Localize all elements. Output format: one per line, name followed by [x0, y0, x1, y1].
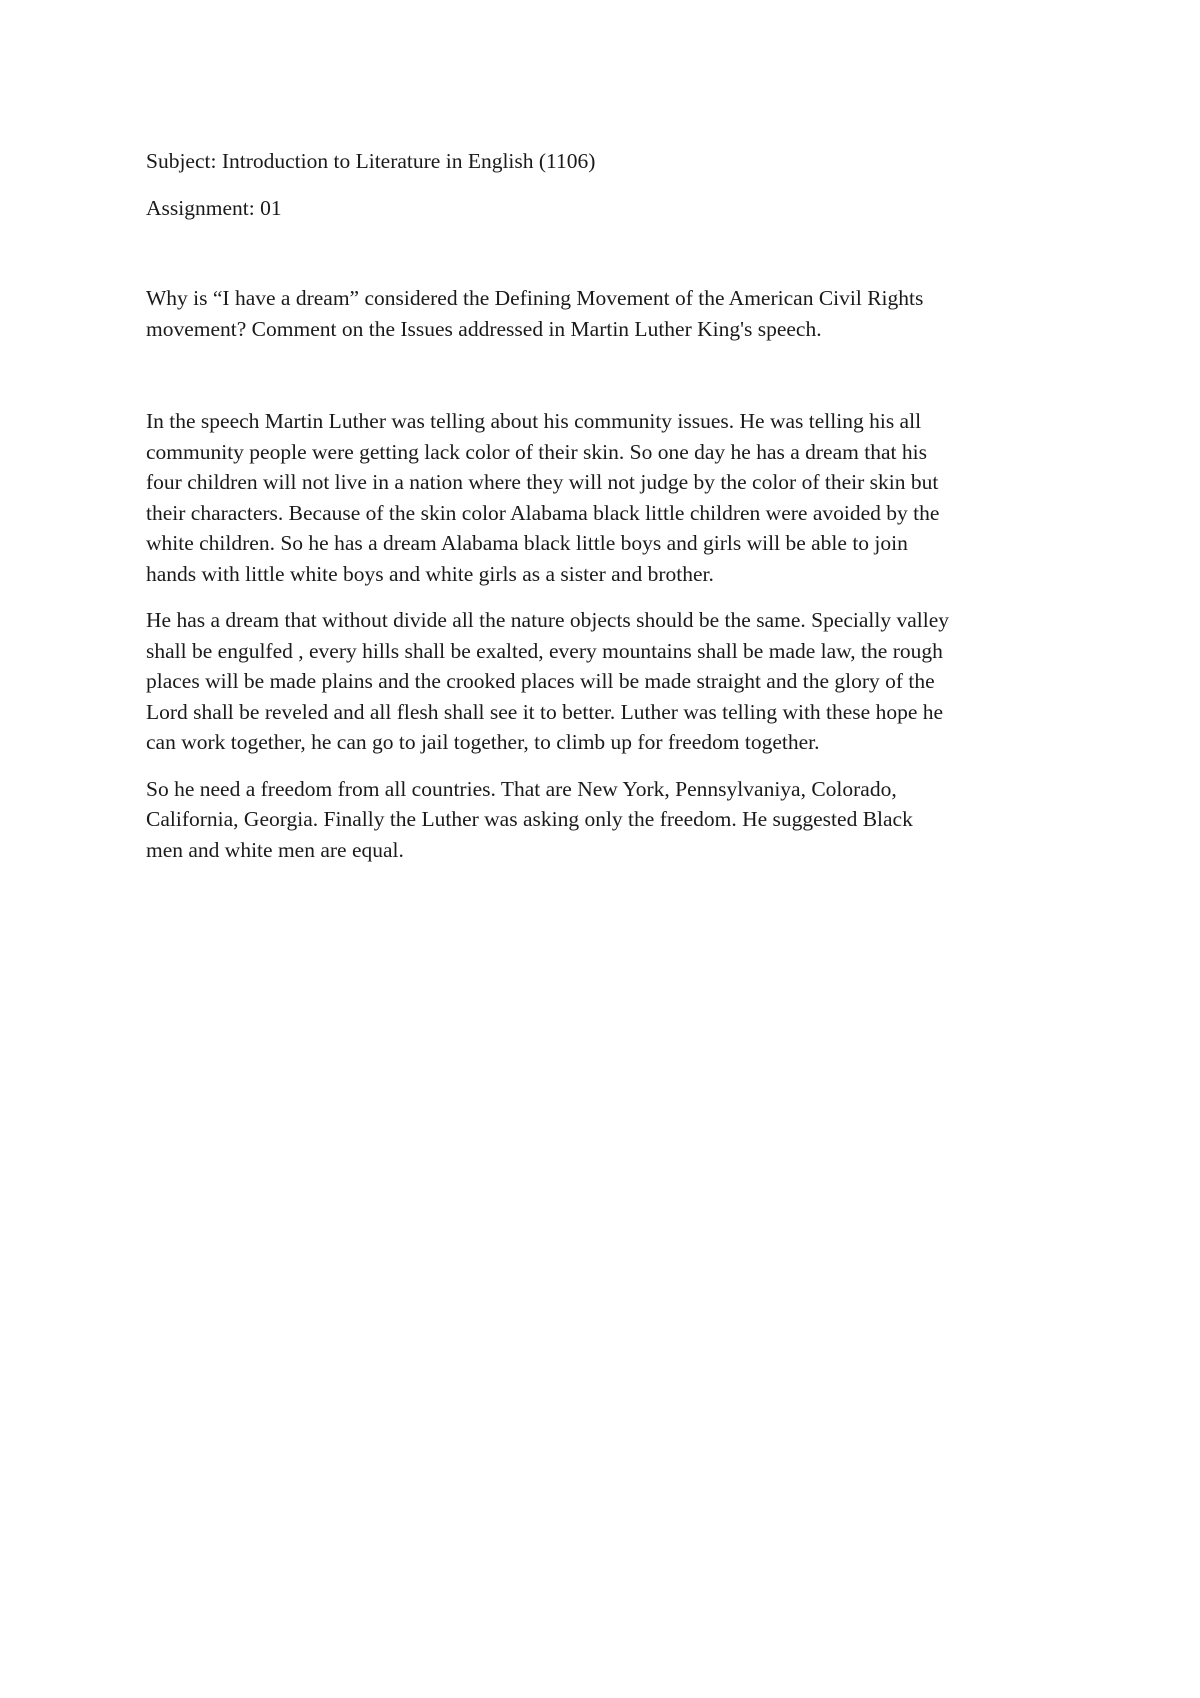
- answer-paragraph-2: He has a dream that without divide all the nature objects should be the same. Specially valley shall be engulfed , every hills shall be exalted, every mountains shall be made law, the rough places will be made plains and the crooked places will be made straight and the glory of the Lord shall be reveled and all flesh shall see it to better. Luther was telling with these hope he can work together, he can go to jail together, to climb up for freedom together.: [146, 608, 950, 754]
- assignment-line: Assignment: 01: [146, 195, 282, 220]
- subject-line: Subject: Introduction to Literature in English (1106): [146, 149, 596, 173]
- answer-paragraph-1: In the speech Martin Luther was telling about his community issues. He was telling his all community people were getting lack color of their skin. So one day he has a dream that his four children will not live in a nation where they will not judge by the color of their skin but their characters. Because of the skin color Alabama black little children were avoided by the white children. So he has a dream Alabama black little boys and girls will be able to join hands with little white boys and white girls as a sister and brother.: [146, 409, 940, 586]
- document-body: [146, 146, 1066, 881]
- answer-paragraph-3: So he need a freedom from all countries. That are New York, Pennsylvaniya, Colorado, California, Georgia. Finally the Luther was asking only the freedom. He suggested Black men and white men are equal.: [146, 776, 913, 862]
- assignment-question: Why is “I have a dream” considered the Defining Movement of the American Civil Rights movement? Comment on the Issues addressed in Martin Luther King's speech.: [146, 286, 924, 341]
